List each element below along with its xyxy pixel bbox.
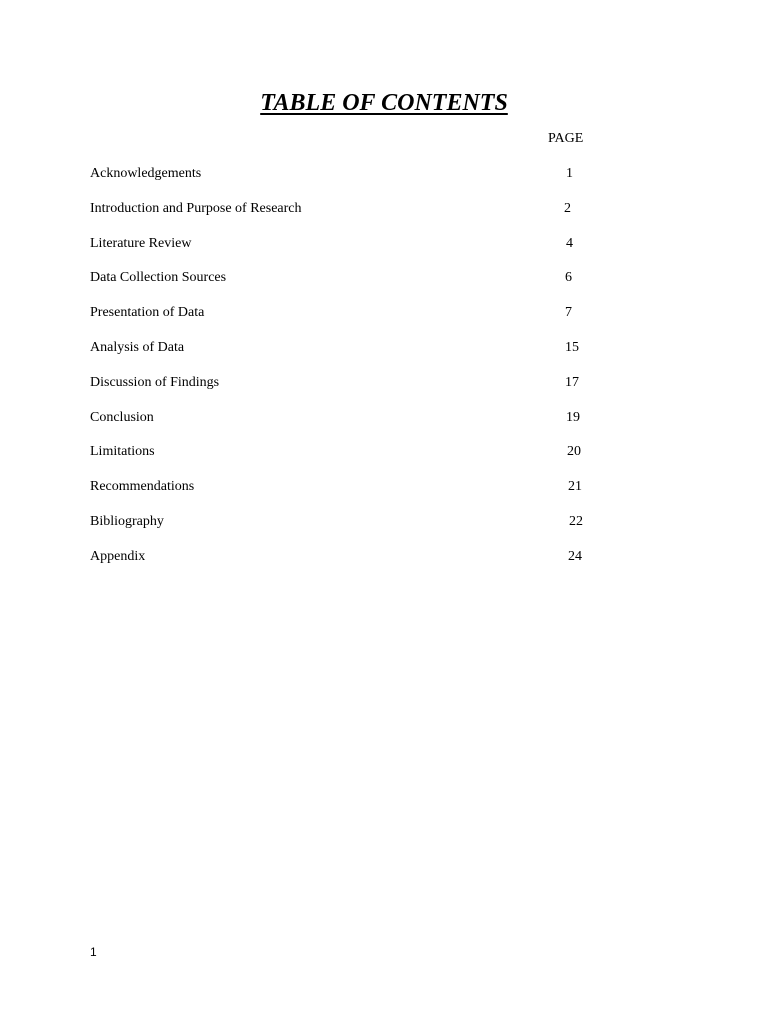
toc-entry-label: Literature Review: [90, 235, 192, 251]
page-column-header: PAGE: [548, 131, 584, 146]
toc-entry-page: 20: [567, 444, 581, 460]
toc-entry-label: Limitations: [90, 444, 155, 460]
toc-entry: [0, 166, 768, 201]
toc-entry-page: 24: [568, 548, 582, 564]
toc-entry-label: Bibliography: [90, 513, 164, 529]
toc-entry: [0, 270, 768, 305]
toc-entry-page: 15: [565, 339, 579, 355]
toc-entry-label: Discussion of Findings: [90, 374, 220, 390]
toc-entry-page: 1: [566, 166, 573, 181]
toc-entry-label: Introduction and Purpose of Research: [90, 200, 302, 216]
toc-entry-page: 21: [568, 479, 582, 495]
toc-entry-label: Analysis of Data: [90, 339, 185, 355]
toc-entry-page: 6: [565, 270, 572, 286]
toc-entry: [0, 201, 768, 236]
toc-entry: [0, 514, 768, 549]
footer-page-number: 1: [90, 945, 97, 959]
toc-entry-label: Conclusion: [90, 409, 154, 425]
toc-entry-label: Recommendations: [90, 479, 195, 495]
toc-title: TABLE OF CONTENTS: [260, 90, 508, 116]
toc-entry-page: 4: [566, 235, 573, 251]
toc-entry: [0, 479, 768, 514]
toc-entry-label: Presentation of Data: [90, 305, 205, 321]
toc-entry-page: 17: [565, 374, 579, 390]
toc-entry: [0, 305, 768, 340]
toc-entry: [0, 410, 768, 445]
toc-list: [0, 166, 768, 584]
toc-entry-page: 19: [566, 409, 580, 425]
toc-entry: [0, 549, 768, 584]
toc-entry: [0, 236, 768, 271]
toc-entry: [0, 340, 768, 375]
toc-entry-page: 7: [565, 305, 572, 321]
toc-entry-label: Acknowledgements: [90, 166, 202, 181]
toc-entry-page: 2: [564, 200, 571, 216]
toc-entry-label: Appendix: [90, 548, 146, 564]
toc-entry: [0, 375, 768, 410]
toc-entry: [0, 444, 768, 479]
toc-entry-page: 22: [569, 513, 583, 529]
toc-entry-label: Data Collection Sources: [90, 270, 227, 286]
